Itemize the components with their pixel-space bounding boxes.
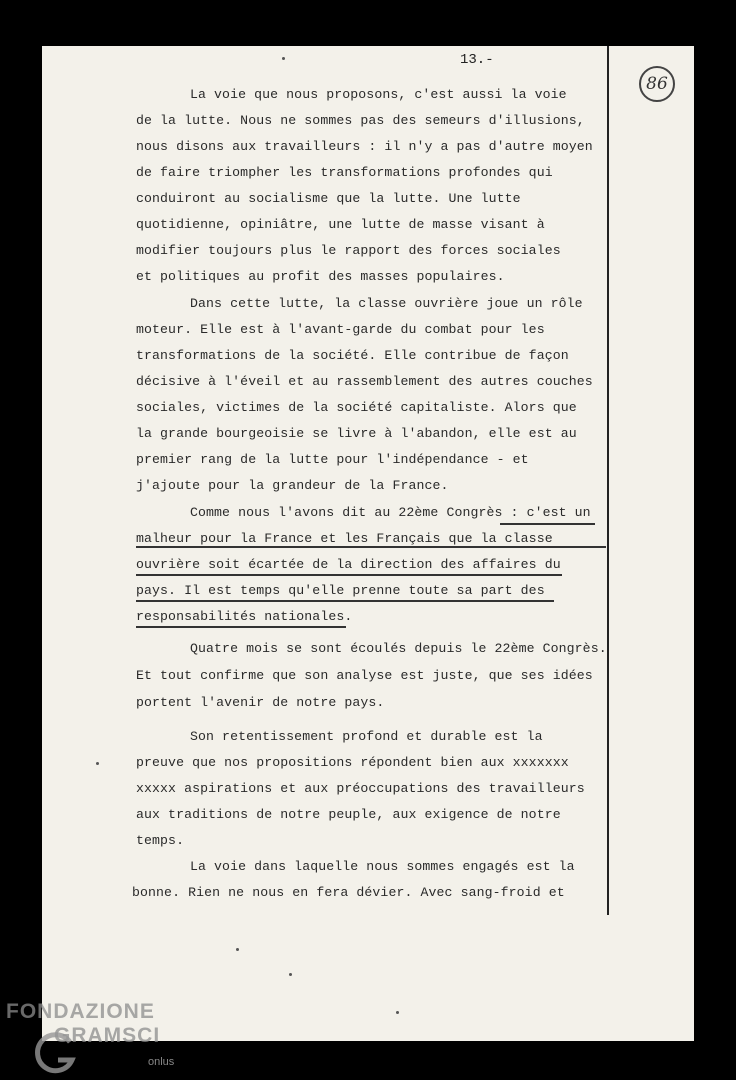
watermark-line1: FONDAZIONE xyxy=(6,1000,155,1023)
text-line: responsabilités nationales. xyxy=(136,609,353,624)
text-line: quotidienne, opiniâtre, une lutte de masse visant à xyxy=(136,217,545,232)
text-line: preuve que nos propositions répondent bien aux xxxxxxx xyxy=(136,755,569,770)
text-line: Dans cette lutte, la classe ouvrière joue un rôle xyxy=(190,296,583,311)
text-line: moteur. Elle est à l'avant-garde du combat pour les xyxy=(136,322,545,337)
underline-rule xyxy=(500,523,595,525)
text-line: Quatre mois se sont écoulés depuis le 22ème Congrès. xyxy=(190,641,607,656)
underline-rule xyxy=(136,574,562,576)
text-line: conduiront au socialisme que la lutte. Une lutte xyxy=(136,191,521,206)
paper-speck xyxy=(396,1011,399,1014)
text-line: ouvrière soit écartée de la direction des affaires du xyxy=(136,557,561,572)
text-line: de faire triompher les transformations profondes qui xyxy=(136,165,553,180)
text-line: j'ajoute pour la grandeur de la France. xyxy=(136,478,449,493)
fondazione-gramsci-logo-icon xyxy=(30,1028,80,1078)
text-line: sociales, victimes de la société capitaliste. Alors que xyxy=(136,400,577,415)
text-line: premier rang de la lutte pour l'indépendance - et xyxy=(136,452,529,467)
text-line: temps. xyxy=(136,833,185,848)
text-line: modifier toujours plus le rapport des forces sociales xyxy=(136,243,561,258)
text-line: transformations de la société. Elle contribue de façon xyxy=(136,348,569,363)
text-line: malheur pour la France et les Français que la classe xyxy=(136,531,553,546)
text-line: nous disons aux travailleurs : il n'y a pas d'autre moyen xyxy=(136,139,593,154)
text-line: La voie dans laquelle nous sommes engagés est la xyxy=(190,859,575,874)
text-line: pays. Il est temps qu'elle prenne toute sa part des xyxy=(136,583,545,598)
underline-rule xyxy=(136,546,606,548)
text-line: la grande bourgeoisie se livre à l'abandon, elle est au xyxy=(136,426,577,441)
text-line: portent l'avenir de notre pays. xyxy=(136,695,385,710)
archive-stamp-number xyxy=(639,66,675,102)
paper-speck xyxy=(282,57,285,60)
margin-rule xyxy=(607,46,609,915)
text-line: Et tout confirme que son analyse est juste, que ses idées xyxy=(136,668,593,683)
text-line: et politiques au profit des masses populaires. xyxy=(136,269,505,284)
paper-speck xyxy=(96,762,99,765)
watermark-sub: onlus xyxy=(148,1056,175,1068)
page-number: 13.- xyxy=(460,52,494,68)
text-line: décisive à l'éveil et au rassemblement des autres couches xyxy=(136,374,593,389)
text-line: xxxxx aspirations et aux préoccupations des travailleurs xyxy=(136,781,585,796)
text-line: La voie que nous proposons, c'est aussi la voie xyxy=(190,87,567,102)
paper-speck xyxy=(236,948,239,951)
text-line: Son retentissement profond et durable est la xyxy=(190,729,543,744)
underline-rule xyxy=(136,626,346,628)
watermark-line2: GRAMSCI xyxy=(54,1024,161,1047)
text-line: bonne. Rien ne nous en fera dévier. Avec sang-froid et xyxy=(132,885,565,900)
underline-rule xyxy=(136,600,554,602)
paper-speck xyxy=(289,973,292,976)
text-line: de la lutte. Nous ne sommes pas des semeurs d'illusions, xyxy=(136,113,585,128)
text-line: aux traditions de notre peuple, aux exigence de notre xyxy=(136,807,561,822)
archive-stamp-text: 86 xyxy=(646,74,668,94)
text-line: Comme nous l'avons dit au 22ème Congrès : c'est un xyxy=(190,505,591,520)
